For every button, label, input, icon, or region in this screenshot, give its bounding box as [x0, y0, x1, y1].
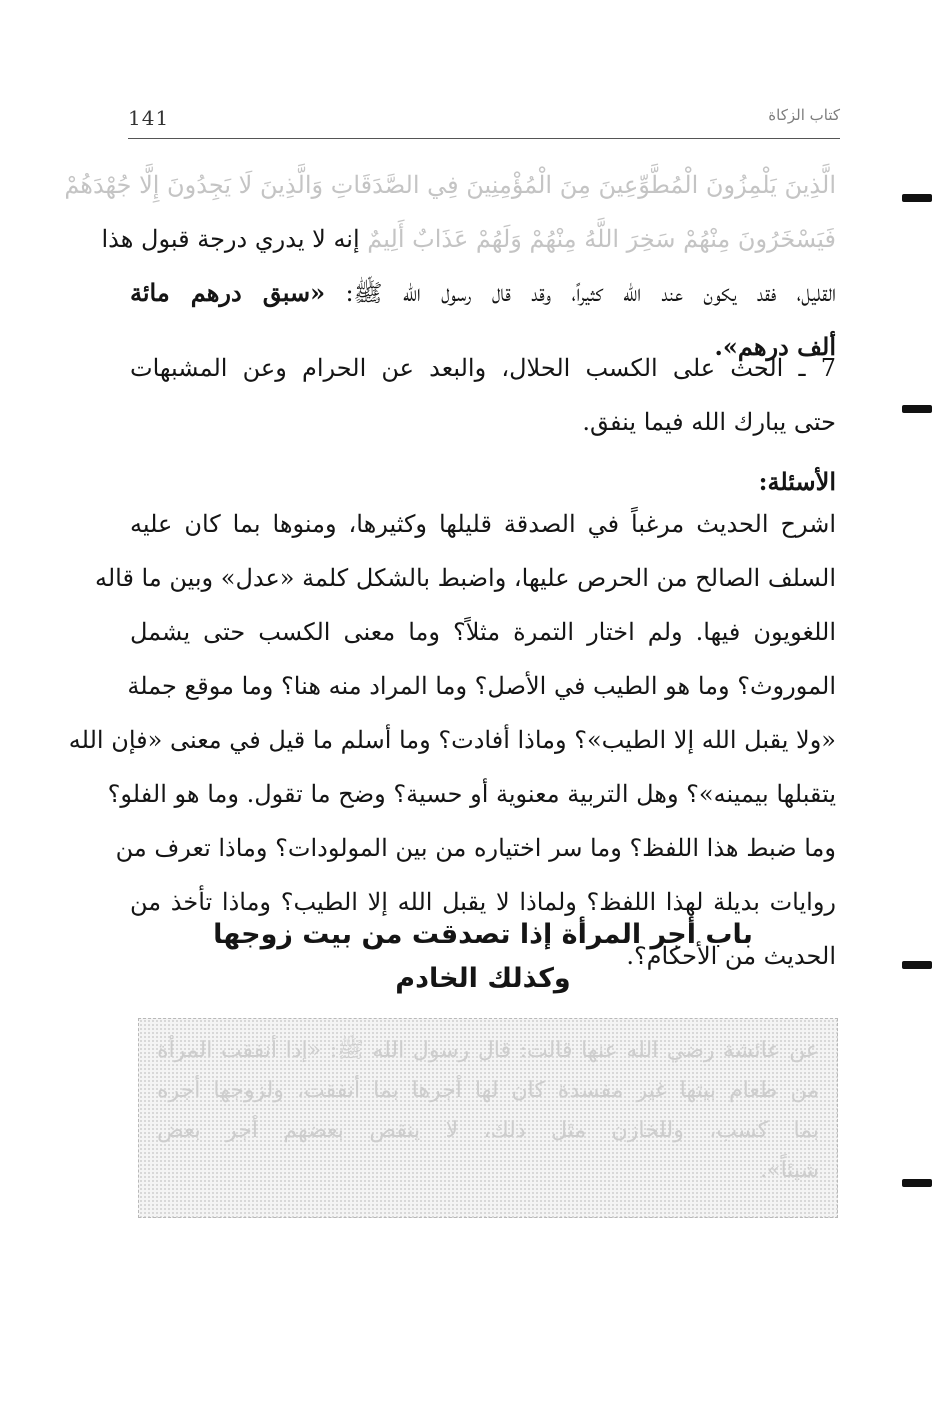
hadith-line: عن عائشة رضي الله عنها قالت: قال رسول الله ﷺ: «إذا أنفقت المرأة: [157, 1038, 819, 1063]
question-line: روايات بديلة لهذا اللفظ؟ ولماذا لا يقبل الله إلا الطيب؟ وماذا تأخذ من: [130, 888, 836, 916]
scan-margin-mark: [902, 961, 932, 969]
text-fragment: إنه لا يدري درجة قبول هذا: [101, 225, 360, 253]
chapter-subtitle: وكذلك الخادم: [395, 963, 571, 994]
question-line: السلف الصالح من الحرص عليها، واضبط بالشكل كلمة «عدل» وبين ما قاله: [94, 564, 836, 592]
chapter-title: باب أجر المرأة إذا تصدقت من بيت زوجها: [213, 919, 753, 950]
text-line: [101, 212, 836, 266]
hadith-quote: «سبق درهم مائة: [130, 278, 326, 307]
text-line: حتى يبارك الله فيما ينفق.: [582, 408, 836, 436]
text-fragment: القليل، فقد يكون عند الله كثيراً، وقد قال رسول الله ﷺ:: [345, 279, 836, 307]
hadith-line: شيئاً».: [760, 1158, 819, 1183]
quran-verse-line: الَّذِينَ يَلْمِزُونَ الْمُطَّوِّعِينَ مِنَ الْمُؤْمِنِينَ فِي الصَّدَقَاتِ وَالَّذِينَ لَا يَجِدُونَ إِلَّا جُهْدَهُمْ: [64, 171, 836, 199]
question-line: يتقبلها بيمينه»؟ وهل التربية معنوية أو حسية؟ وضح ما تقول. وما هو الفلو؟: [107, 780, 836, 808]
hadith-quote-line: ألف درهم».: [714, 332, 836, 361]
quran-verse-line: فَيَسْخَرُونَ مِنْهُمْ سَخِرَ اللَّهُ مِنْهُمْ وَلَهُمْ عَذَابٌ أَلِيمٌ: [367, 225, 836, 253]
header-rule: [128, 138, 840, 139]
scan-margin-mark: [902, 194, 932, 202]
question-line: وما ضبط هذا اللفظ؟ وما سر اختياره من بين المولودات؟ وماذا تعرف من: [115, 834, 836, 862]
question-line: «ولا يقبل الله إلا الطيب»؟ وماذا أفادت؟ وما أسلم ما قيل في معنى «فإن الله: [68, 726, 836, 754]
question-line: اشرح الحديث مرغباً في الصدقة قليلها وكثيرها، ومنوها بما كان عليه: [130, 510, 836, 538]
hadith-line: بما كسب، وللخازن مثل ذلك، لا ينقص بعضهم أجر بعض: [157, 1118, 819, 1143]
scan-margin-mark: [902, 405, 932, 413]
questions-paragraph: [68, 497, 836, 983]
page-number: 141: [128, 106, 170, 130]
scan-margin-mark: [902, 1179, 932, 1187]
questions-heading: الأسئلة:: [758, 467, 836, 496]
question-line: الموروث؟ وما هو الطيب في الأصل؟ وما المراد منه هنا؟ وما موقع جملة: [127, 672, 836, 700]
question-line: الحديث من الأحكام؟.: [626, 942, 836, 970]
running-title: كتاب الزكاة: [768, 106, 840, 124]
hadith-text: [157, 1031, 819, 1191]
paragraph-point-7: [130, 341, 836, 449]
page-header: [128, 104, 840, 138]
text-line: [130, 266, 836, 320]
hadith-line: من طعام بيتها غير مفسدة كان لها أجرها بما أنفقت، ولزوجها أجره: [157, 1078, 819, 1103]
question-line: اللغويون فيها. ولم اختار التمرة مثلاً؟ وما معنى الكسب حتى يشمل: [130, 618, 836, 646]
text-line: 7 ـ الحث على الكسب الحلال، والبعد عن الحرام وعن المشبهات: [130, 354, 836, 382]
hadith-text-box: [138, 1018, 838, 1218]
